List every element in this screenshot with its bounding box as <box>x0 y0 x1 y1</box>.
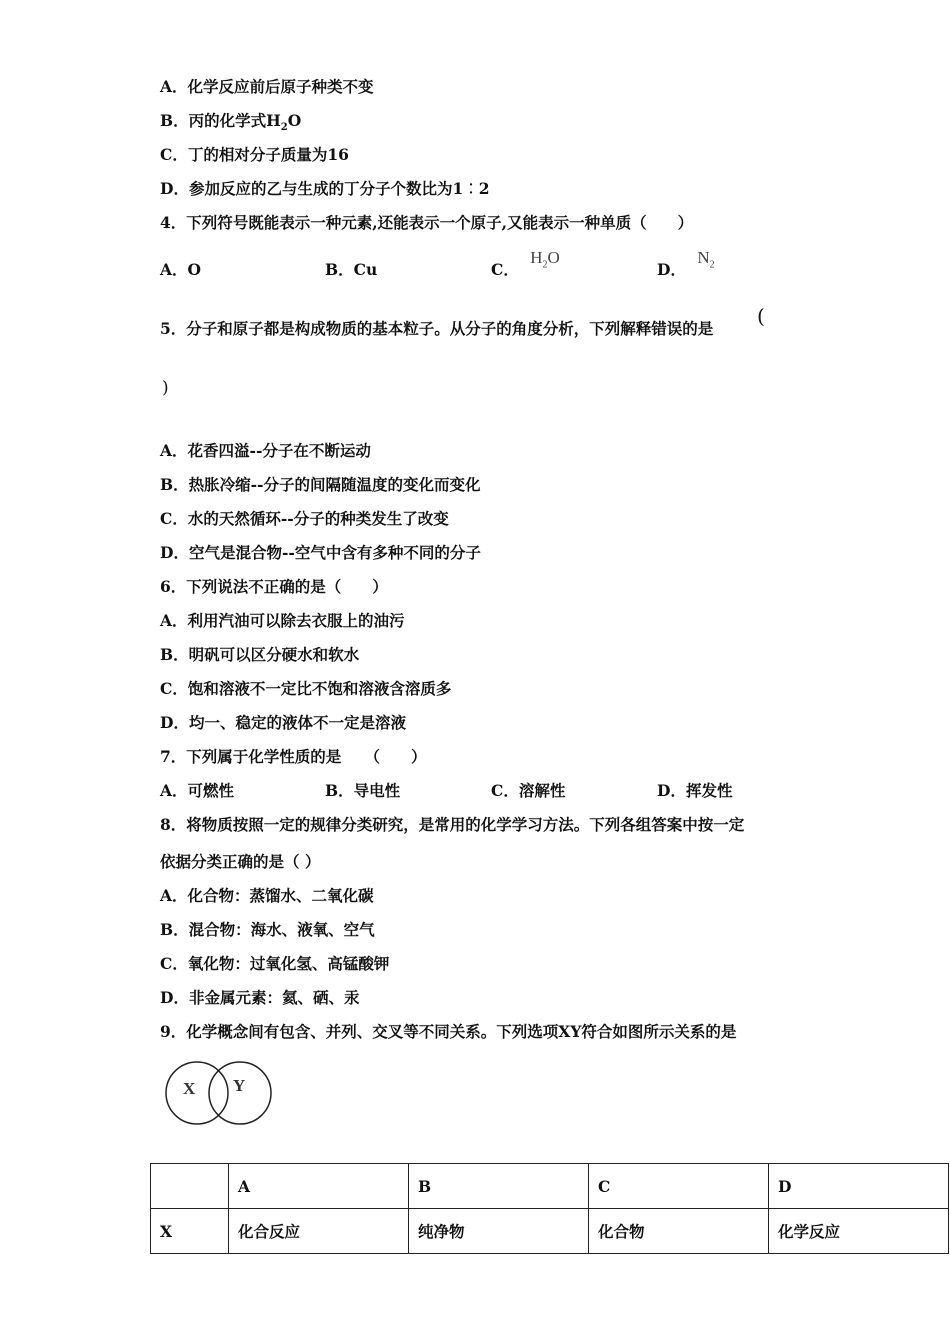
venn-label-y: Y <box>233 1076 246 1095</box>
q7-option-a: A．可燃性 <box>160 781 235 800</box>
q6-stem: 6．下列说法不正确的是（ ） <box>160 577 388 596</box>
table-cell: B <box>409 1164 589 1209</box>
q5-open-paren: ( <box>757 304 765 328</box>
q8-stem-line2: 依据分类正确的是（ ） <box>160 852 321 871</box>
q7-option-b: B．导电性 <box>325 781 401 800</box>
q3-option-a: A．化学反应前后原子种类不变 <box>160 77 374 96</box>
q5-option-d: D．空气是混合物--空气中含有多种不同的分子 <box>160 543 481 562</box>
q8-stem-line1: 8．将物质按照一定的规律分类研究，是常用的化学学习方法。下列各组答案中按一定 <box>160 815 745 834</box>
h2o-formula: $H_2O$ <box>530 248 560 271</box>
q4-option-d: D． $N_2$ <box>657 248 715 279</box>
q8-option-c: C．氧化物：过氧化氢、高锰酸钾 <box>160 954 390 973</box>
table-cell: X <box>151 1209 229 1254</box>
q4-option-b: B．Cu <box>325 260 378 279</box>
n2-formula: $N_2$ <box>697 248 715 271</box>
table-cell: 纯净物 <box>409 1209 589 1254</box>
venn-diagram <box>162 1058 274 1128</box>
q6-option-c: C．饱和溶液不一定比不饱和溶液含溶质多 <box>160 679 452 698</box>
q8-option-a: A．化合物：蒸馏水、二氧化碳 <box>160 886 374 905</box>
table-cell: 化合物 <box>589 1209 769 1254</box>
table-cell: 化合反应 <box>229 1209 409 1254</box>
q9-stem: 9．化学概念间有包含、并列、交叉等不同关系。下列选项XY符合如图所示关系的是 <box>160 1022 737 1041</box>
table-cell: D <box>769 1164 949 1209</box>
table-cell: C <box>589 1164 769 1209</box>
q8-option-d: D．非金属元素：氦、硒、汞 <box>160 988 360 1007</box>
q8-option-b: B．混合物：海水、液氧、空气 <box>160 920 375 939</box>
q7-option-d: D．挥发性 <box>657 781 733 800</box>
q5-option-b: B．热胀冷缩--分子的间隔随温度的变化而变化 <box>160 475 481 494</box>
q3-option-c: C．丁的相对分子质量为16 <box>160 145 349 164</box>
q4-option-a: A．O <box>160 260 202 279</box>
table-cell <box>151 1164 229 1209</box>
q4-stem: 4．下列符号既能表示一种元素,还能表示一个原子,又能表示一种单质（ ） <box>160 213 694 232</box>
q6-option-a: A．利用汽油可以除去衣服上的油污 <box>160 611 405 630</box>
table-header-row <box>151 1164 949 1209</box>
q6-option-b: B．明矾可以区分硬水和软水 <box>160 645 360 664</box>
table-row <box>151 1209 949 1254</box>
q7-option-c: C．溶解性 <box>491 781 566 800</box>
q5-option-a: A．花香四溢--分子在不断运动 <box>160 441 371 460</box>
q6-option-d: D．均一、稳定的液体不一定是溶液 <box>160 713 406 732</box>
table-cell: 化学反应 <box>769 1209 949 1254</box>
q3-option-d: D．参加反应的乙与生成的丁分子个数比为1︰2 <box>160 179 490 198</box>
q7-stem: 7．下列属于化学性质的是 （ ） <box>160 747 427 766</box>
q5-option-c: C．水的天然循环--分子的种类发生了改变 <box>160 509 449 528</box>
venn-label-x: X <box>183 1079 196 1098</box>
q5-stem: 5．分子和原子都是构成物质的基本粒子。从分子的角度分析，下列解释错误的是 <box>160 319 714 338</box>
q4-option-c: C． $H_2O$ <box>491 248 560 279</box>
q5-close-paren: ) <box>162 378 169 398</box>
answer-table <box>150 1163 949 1254</box>
q3-option-b: B．丙的化学式$H_2O$ <box>160 111 302 134</box>
table-cell: A <box>229 1164 409 1209</box>
